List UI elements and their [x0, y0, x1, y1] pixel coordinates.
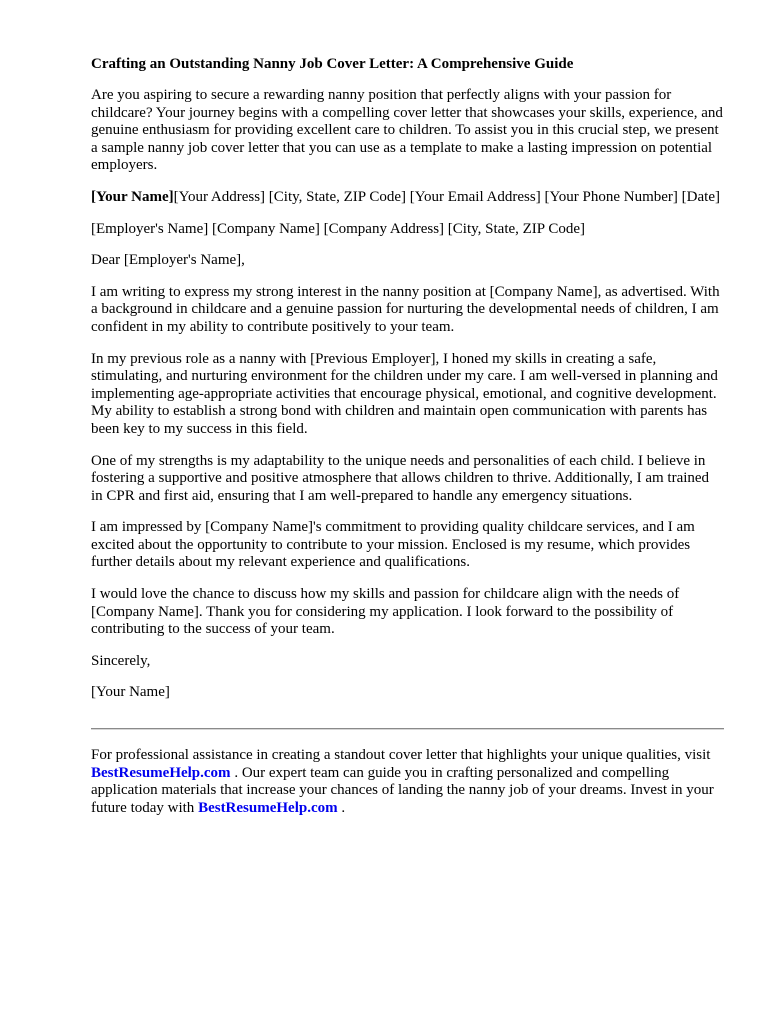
- footer-paragraph: [91, 747, 724, 817]
- sender-name-placeholder: [Your Name]: [91, 188, 174, 205]
- footer-text-segment: For professional assistance in creating a standout cover letter that highlights your unique qualities, visit: [91, 747, 711, 764]
- closing-line: Sincerely,: [91, 652, 151, 669]
- sender-details-placeholder: [Your Address] [City, State, ZIP Code] [Your Email Address] [Your Phone Number] [Date]: [173, 188, 720, 205]
- footer-text-segment: .: [337, 799, 346, 816]
- signature-placeholder: [Your Name]: [91, 684, 170, 701]
- sender-info-line: [91, 189, 724, 207]
- letter-paragraph: I am writing to express my strong interest in the nanny position at [Company Name], as advertised. With a background in childcare and a genuine passion for nurturing the developmental needs of children, I am confident in my ability to contribute positively to your team.: [91, 283, 720, 335]
- intro-paragraph: Are you aspiring to secure a rewarding nanny position that perfectly aligns with your passion for childcare? Your journey begins with a compelling cover letter that showcases your skills, experience, and genuine enthusiasm for providing excellent care to children. To assist you in this crucial step, we present a sample nanny job cover letter that you can use as a template to make a lasting impression on potential employers.: [91, 87, 723, 174]
- bestresumehelp-link[interactable]: BestResumeHelp.com: [91, 764, 231, 781]
- bestresumehelp-link[interactable]: BestResumeHelp.com: [198, 799, 338, 816]
- letter-paragraph: I would love the chance to discuss how my skills and passion for childcare align with the needs of [Company Name]. Thank you for considering my application. I look forward to the possibility of contributing to the success of your team.: [91, 586, 680, 638]
- letter-paragraph: One of my strengths is my adaptability to the unique needs and personalities of each child. I believe in fostering a supportive and positive atmosphere that allows children to thrive. Additionally, I am trained in CPR and first aid, ensuring that I am well-prepared to handle any emergency situations.: [91, 452, 710, 504]
- letter-paragraph: In my previous role as a nanny with [Previous Employer], I honed my skills in creating a safe, stimulating, and nurturing environment for the children under my care. I am well-versed in planning and implementing age-appropriate activities that encourage physical, emotional, and cognitive development. My ability to establish a strong bond with children and maintain open communication with parents has been key to my success in this field.: [91, 350, 718, 437]
- salutation-line: Dear [Employer's Name],: [91, 252, 245, 269]
- recipient-info-line: [Employer's Name] [Company Name] [Company Address] [City, State, ZIP Code]: [91, 220, 585, 237]
- letter-paragraph: I am impressed by [Company Name]'s commitment to providing quality childcare services, and I am excited about the opportunity to contribute to your mission. Enclosed is my resume, which provides further details about my relevant experience and qualifications.: [91, 519, 695, 571]
- footer-divider: [91, 728, 724, 730]
- page-title: Crafting an Outstanding Nanny Job Cover Letter: A Comprehensive Guide: [91, 56, 574, 72]
- footer-text-segment: . Our expert team can guide you in crafting personalized and compelling application materials that increase your chances of landing the nanny job of your dreams. Invest in your future today with: [91, 764, 714, 816]
- letter-body: [91, 284, 724, 639]
